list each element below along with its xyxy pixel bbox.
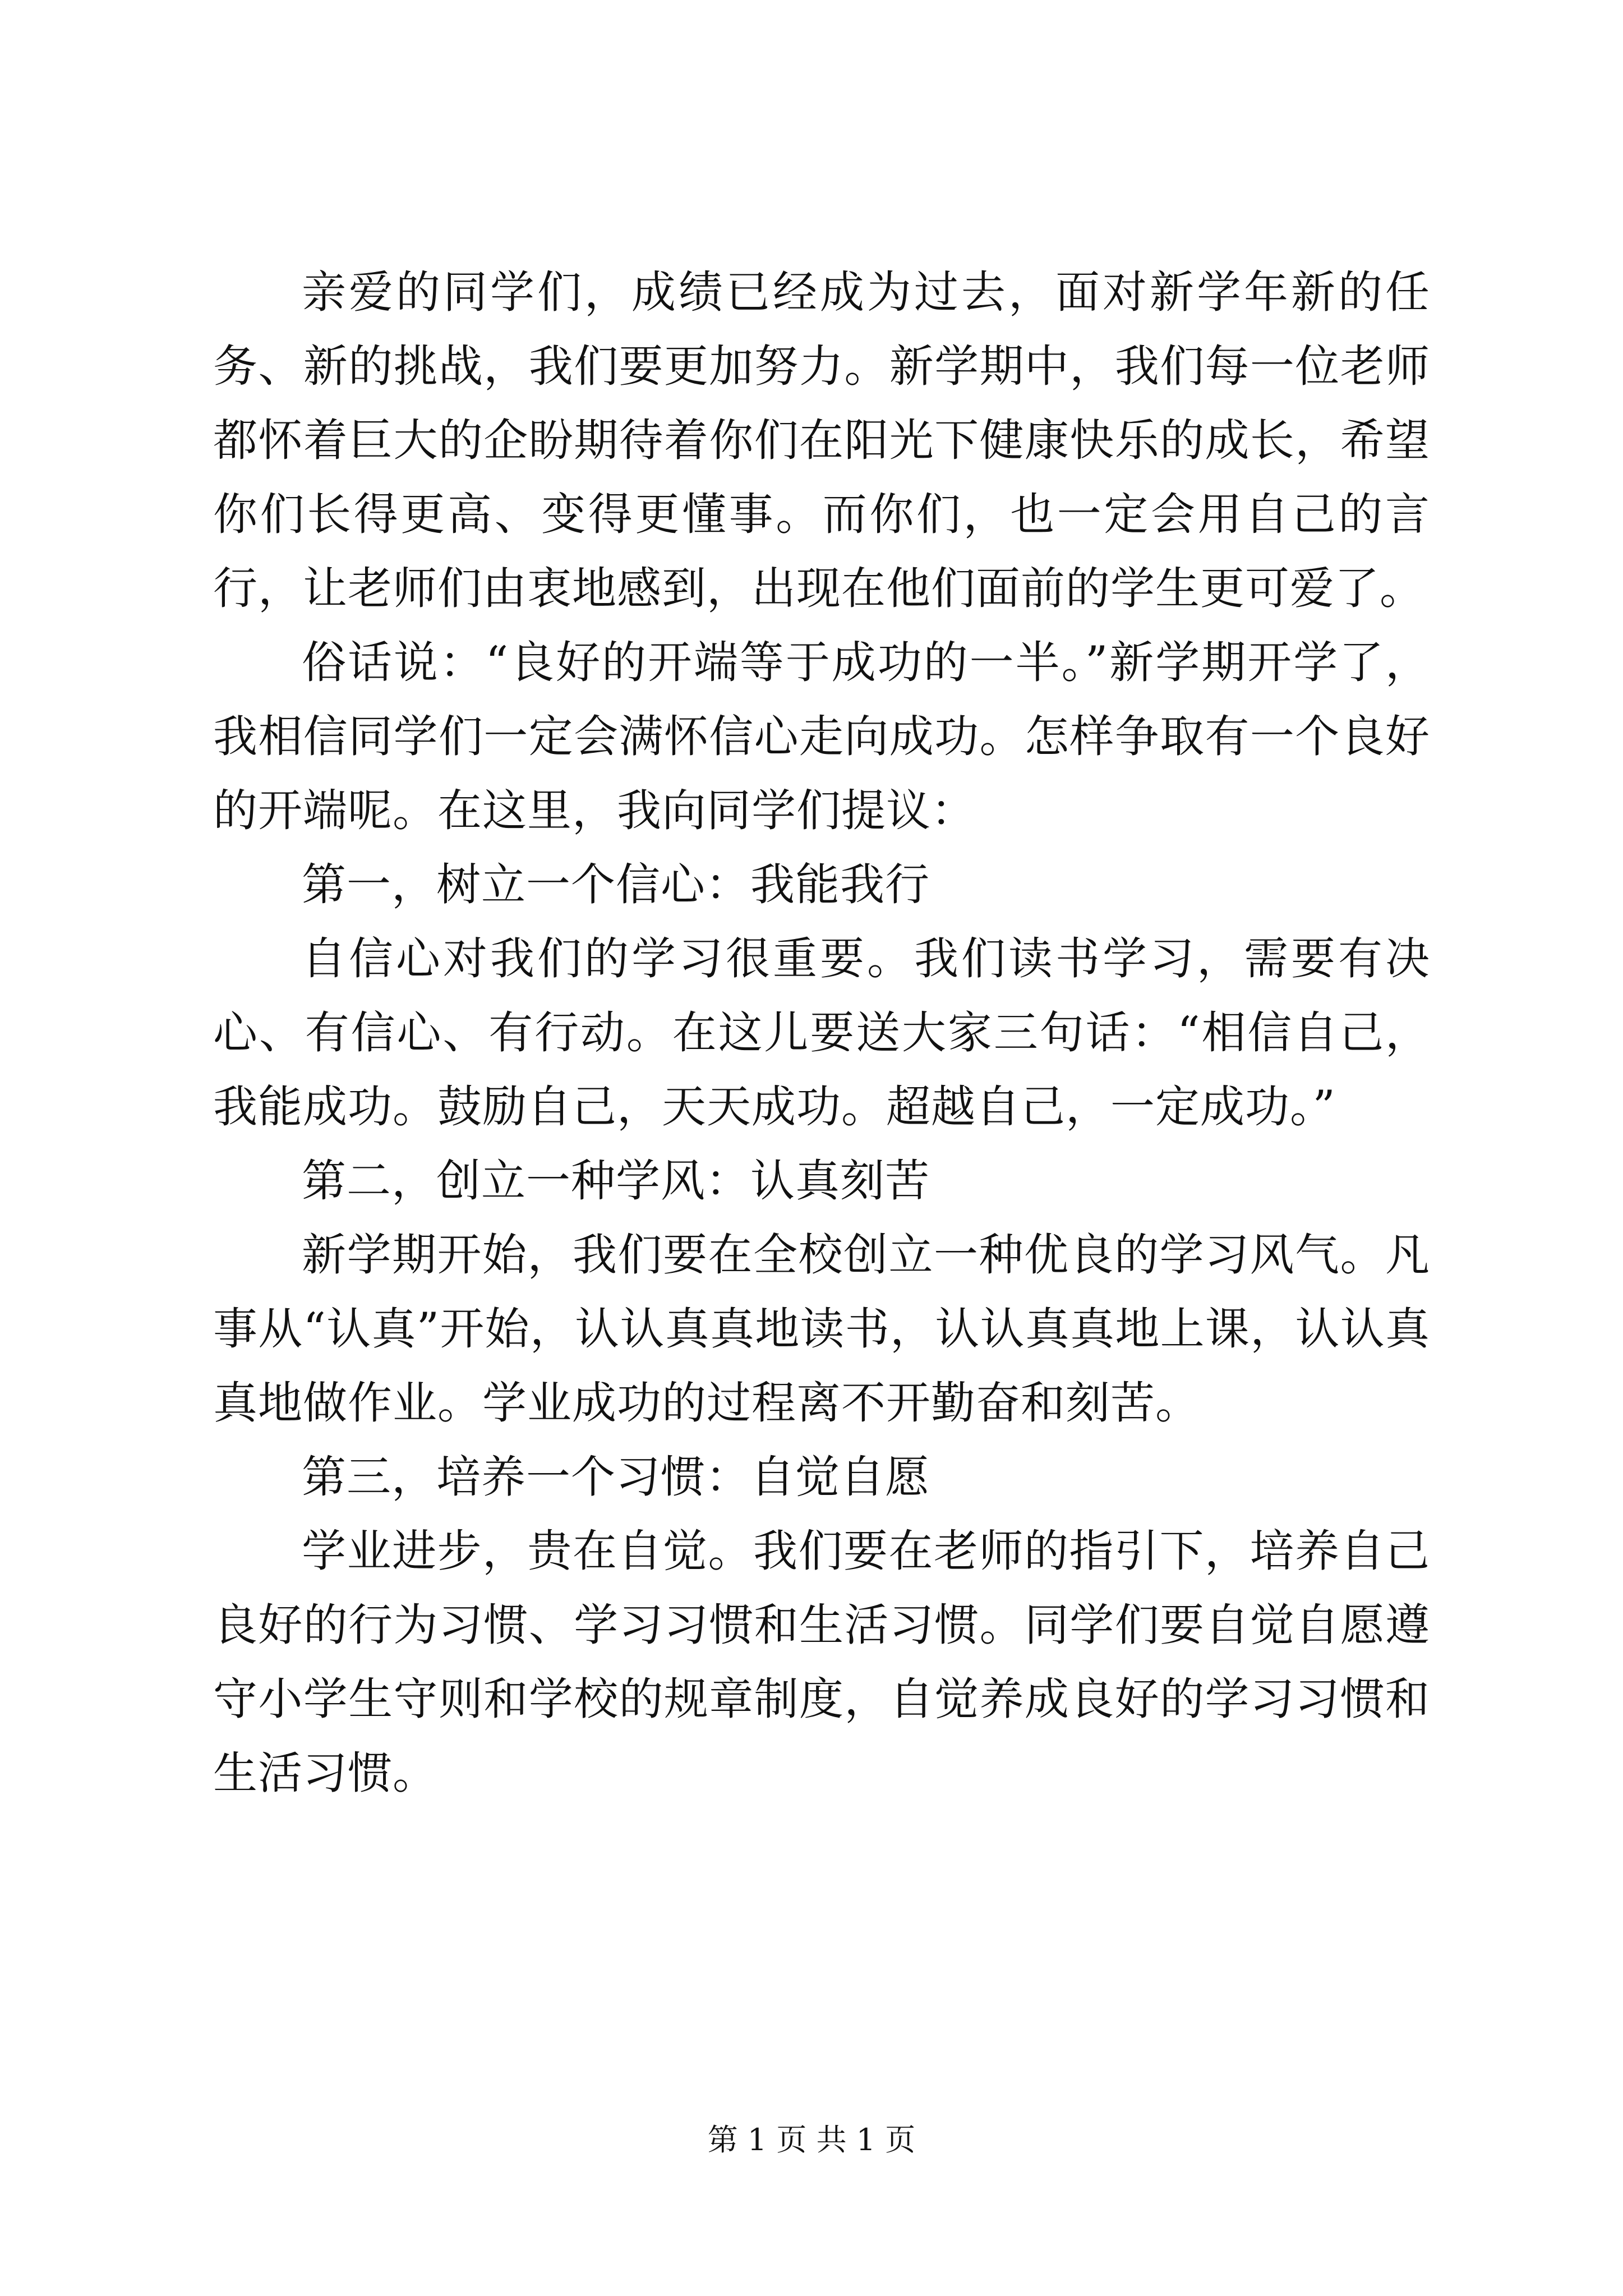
heading-point-2: 第二，创立一种学风：认真刻苦 (302, 1155, 930, 1207)
heading-point-1: 第一，树立一个信心：我能我行 (302, 859, 930, 910)
paragraph-5: 学业进步，贵在自觉。我们要在老师的指引下，培养自己良好的行为习惯、学习习惯和生活习惯。同学们要自觉自愿遵守小学生守则和学校的规章制度，自觉养成良好的学习习惯和生活习惯。 (213, 1525, 1430, 1799)
paragraph-4: 新学期开始，我们要在全校创立一种优良的学习风气。凡事从“认真”开始，认认真真地读书，认认真真地上课，认认真真地做作业。学业成功的过程离不开勤奋和刻苦。 (213, 1229, 1430, 1429)
paragraph-1: 亲爱的同学们，成绩已经成为过去，面对新学年新的任务、新的挑战，我们要更加努力。新学期中，我们每一位老师都怀着巨大的企盼期待着你们在阳光下健康快乐的成长，希望你们长得更高、变得更懂事。而你们，也一定会用自己的言行，让老师们由衷地感到，出现在他们面前的学生更可爱了。 (213, 266, 1430, 614)
heading-point-3: 第三，培养一个习惯：自觉自愿 (302, 1451, 930, 1503)
page-footer: 第 1 页 共 1 页 (707, 2122, 916, 2157)
paragraph-3: 自信心对我们的学习很重要。我们读书学习，需要有决心、有信心、有行动。在这儿要送大家三句话：“相信自己，我能成功。鼓励自己，天天成功。超越自己，一定成功。” (213, 933, 1430, 1133)
document-body (213, 255, 1430, 1810)
paragraph-2: 俗话说：“良好的开端等于成功的一半。”新学期开学了，我相信同学们一定会满怀信心走向成功。怎样争取有一个良好的开端呢。在这里，我向同学们提议： (213, 637, 1430, 836)
